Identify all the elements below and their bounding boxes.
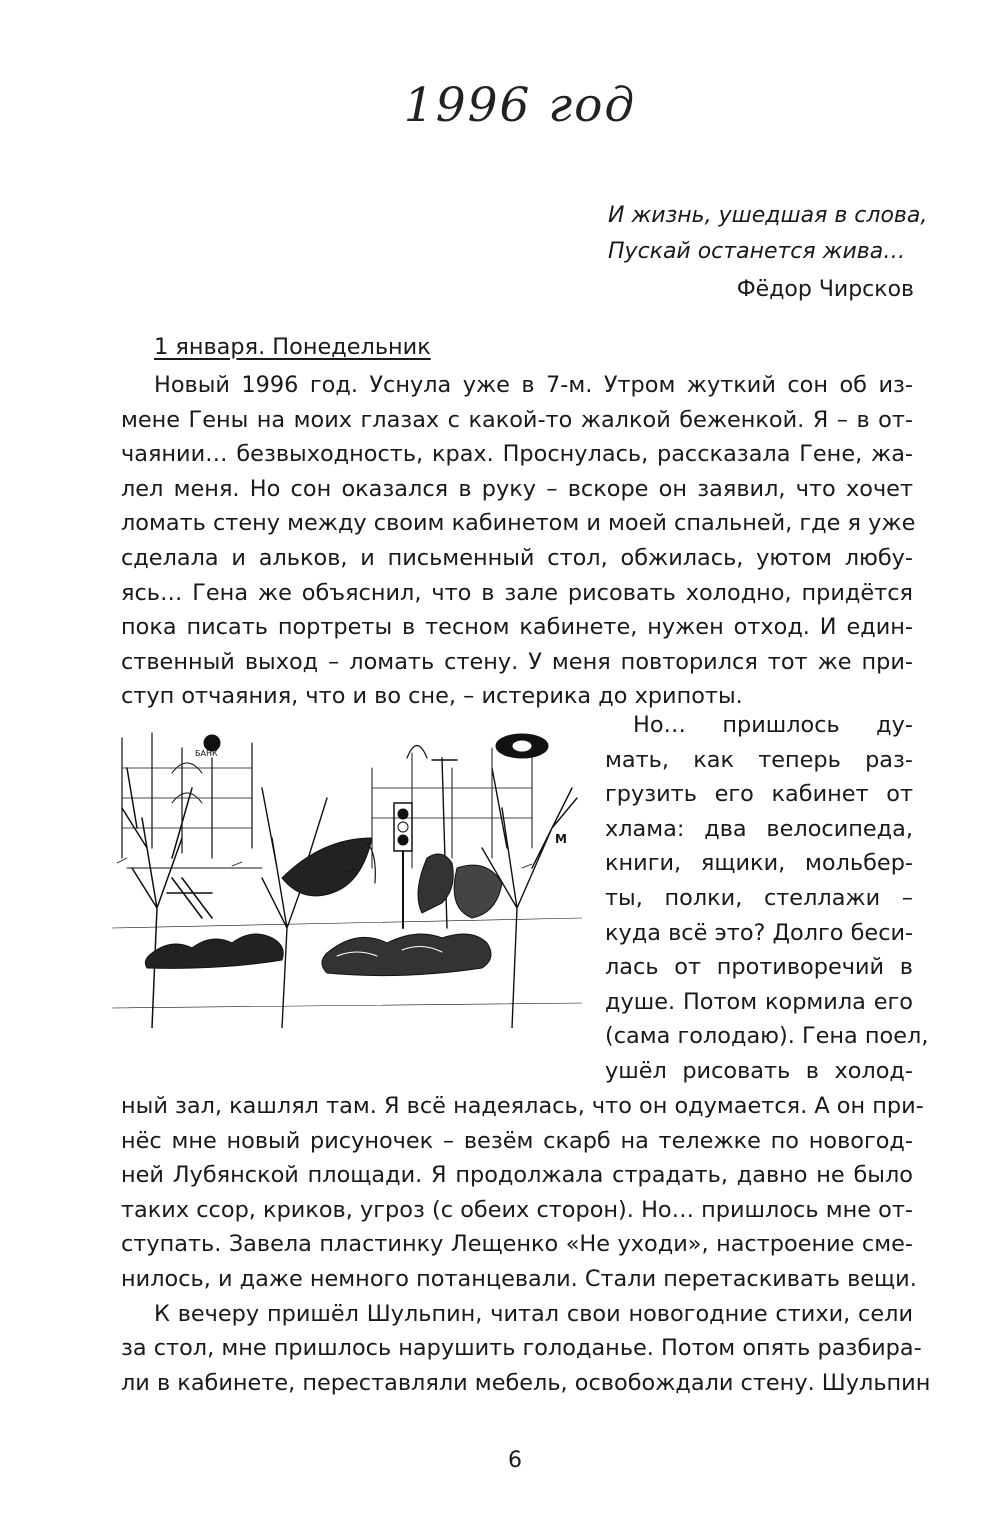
text-line: лел меня. Но сон оказался в руку – вскоре он заявил, что хочет — [121, 475, 913, 502]
text-line: сделала и альков, и письменный стол, обжилась, уютом любу- — [121, 544, 913, 571]
text-line: таких ссор, криков, угроз (с обеих сторон). Но… пришлось мне от- — [121, 1196, 913, 1223]
text-line: за стол, мне пришлось нарушить голоданье. Потом опять разбира- — [121, 1335, 922, 1362]
text-line: Но… пришлось ду- — [633, 712, 913, 738]
text-line: ясь… Гена же объяснил, что в зале рисовать холодно, придётся — [121, 579, 913, 606]
page-number: 6 — [508, 1448, 522, 1473]
text-line: (сама голодаю). Гена поел, — [605, 1023, 929, 1050]
text-line: ломать стену между своим кабинетом и моей спальней, где я уже — [121, 510, 916, 537]
text-line: грузить его кабинет от — [605, 781, 913, 808]
text-line: ней Лубянской площади. Я продолжала страдать, давно не было — [121, 1162, 913, 1189]
text-line: пока писать портреты в тесном кабинете, нужен отход. И един- — [121, 614, 913, 641]
epigraph-author: Фёдор Чирсков — [736, 277, 914, 302]
text-line: мать, как теперь раз- — [605, 746, 913, 773]
entry-text-bottom — [121, 1089, 931, 1400]
text-line: ли в кабинете, переставляли мебель, освобождали стену. Шульпин — [121, 1369, 931, 1396]
text-line: ступать. Завела пластинку Лещенко «Не уходи», настроение сме- — [121, 1231, 913, 1258]
text-line: К вечеру пришёл Шульпин, читал свои новогодние стихи, сели — [154, 1300, 913, 1327]
text-line: лась от противоречий в — [605, 954, 913, 981]
epigraph — [608, 198, 928, 308]
text-line: хлама: два велосипеда, — [605, 815, 913, 842]
epigraph-line: И жизнь, ушедшая в слова, — [608, 203, 928, 228]
text-line: душе. Потом кормила его — [605, 988, 913, 1015]
text-line: мене Гены на моих глазах с какой-то жалкой беженкой. Я – в от- — [121, 406, 913, 433]
entry-date-heading: 1 января. Понедельник — [154, 334, 431, 360]
chapter-title: 1996 год — [403, 78, 637, 133]
entry-text-wrap — [605, 708, 929, 1089]
text-line: ушёл рисовать в холод- — [605, 1057, 913, 1084]
text-line: ственный выход – ломать стену. У меня повторился тот же при- — [121, 648, 913, 675]
bank-sign-text: БАНК — [195, 749, 218, 758]
text-line: нёс мне новый рисуночек – везём скарб на тележке по новогод- — [121, 1127, 913, 1154]
epigraph-line: Пускай останется жива… — [608, 239, 906, 264]
street-sketch-illustration — [112, 728, 582, 1028]
text-line: ступ отчаяния, что и во сне, – истерика до хрипоты. — [121, 683, 743, 710]
entry-text-top — [121, 368, 916, 714]
text-line: книги, ящики, мольбер- — [605, 850, 913, 877]
text-line: Новый 1996 год. Уснула уже в 7-м. Утром жуткий сон об из- — [154, 372, 913, 398]
text-line: ты, полки, стеллажи – — [605, 884, 913, 911]
text-line: нилось, и даже немного потанцевали. Стали перетаскивать вещи. — [121, 1265, 917, 1292]
text-line: чаянии… безвыходность, крах. Проснулась, рассказала Гене, жа- — [121, 441, 913, 468]
text-line: куда всё это? Долго беси- — [605, 919, 914, 946]
metro-sign-text: М — [555, 832, 567, 846]
text-line: ный зал, кашлял там. Я всё надеялась, что он одумается. А он при- — [121, 1093, 924, 1119]
